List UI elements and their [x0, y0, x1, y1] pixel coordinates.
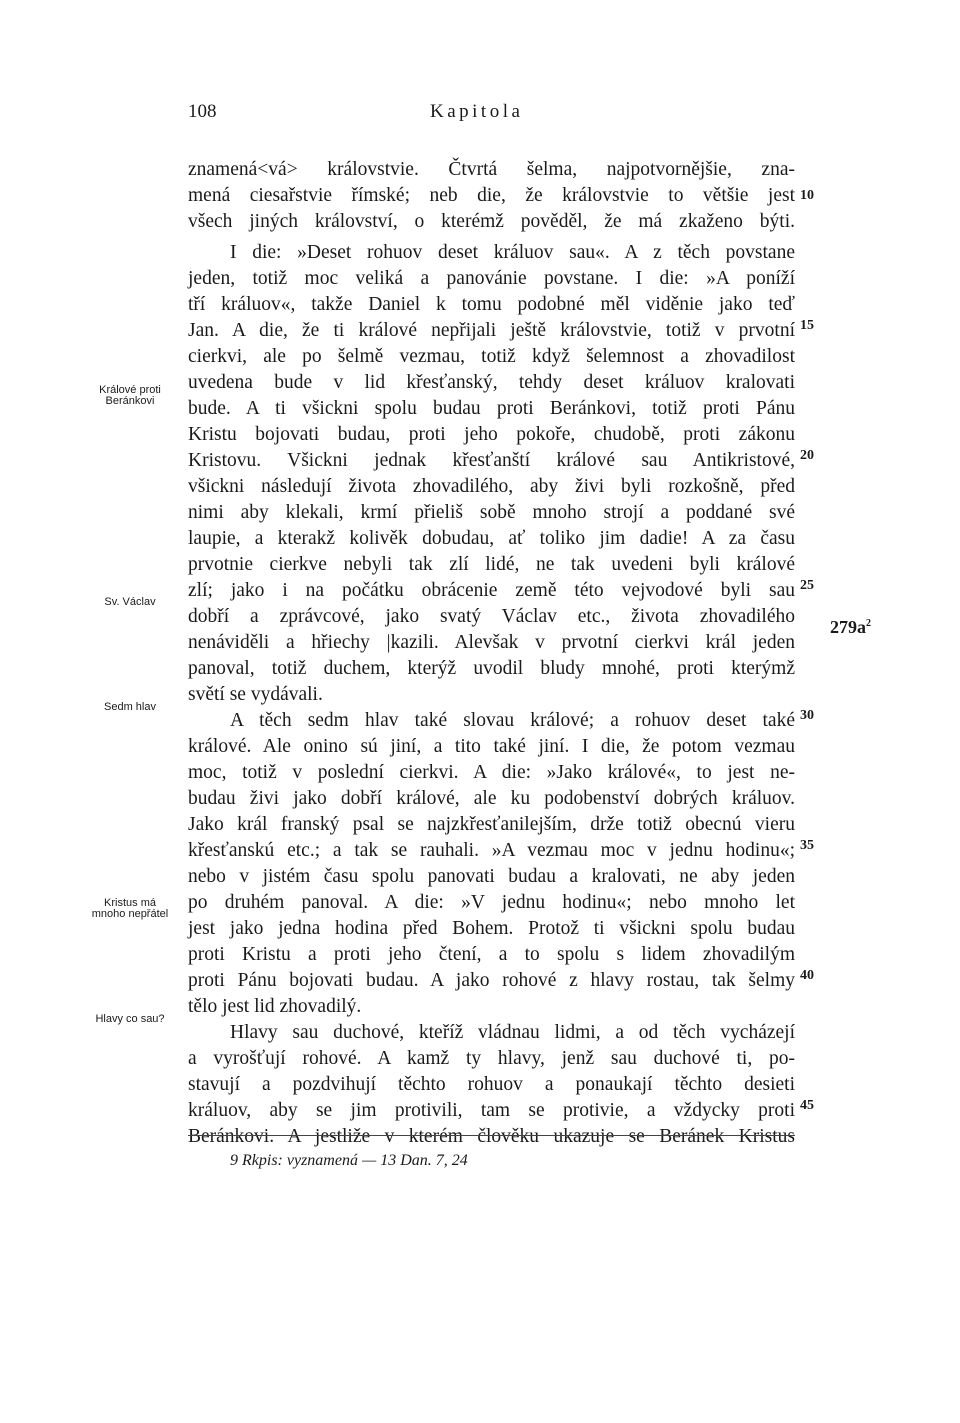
margin-note-hlavy-co-sau — [80, 1014, 180, 1025]
margin-note-line: mnoho nepřátel — [91, 908, 169, 920]
text-line: mená ciesařstvie římské; neb die, že královstvie to většie jest — [188, 185, 795, 206]
footnote-divider — [188, 1135, 795, 1136]
text-line: stavují a pozdvihují těchto rohuov a ponaukají těchto desieti — [188, 1074, 795, 1095]
text-line: tří králuov«, takže Daniel k tomu podobné měl viděnie jako teď — [188, 294, 795, 315]
text-line: proti Pánu bojovati budau. A jako rohové z hlavy rostau, tak šelmy — [188, 970, 795, 991]
line-number: 30 — [800, 708, 814, 723]
line-number: 40 — [800, 968, 814, 983]
margin-note-line: Beránkovi — [105, 395, 155, 407]
margin-note-line: Kristus má — [104, 897, 156, 909]
folio-reference-main: 279a — [830, 617, 866, 637]
line-number: 35 — [800, 838, 814, 853]
margin-note-sedm-hlav — [80, 702, 180, 713]
text-line: zlí; jako i na počátku obrácenie země této vejvodové byli sau — [188, 580, 795, 601]
text-line: všech jiných království, o kterémž pověděl, že má zkaženo býti. — [188, 211, 795, 232]
text-line: nenáviděli a hřiechy |kazili. Alevšak v prvotní cierkvi král jeden — [188, 632, 795, 653]
text-line: bude. A ti všickni spolu budau proti Beránkovi, totiž proti Pánu — [188, 398, 795, 419]
margin-note-kralove-proti-berankovi — [80, 385, 180, 407]
text-line: Kristovu. Všickni jednak křesťanští králové sau Antikristové, — [188, 450, 795, 471]
text-line: budau živi jako dobří králové, ale ku podobenství dobrých králuov. — [188, 788, 795, 809]
line-number: 10 — [800, 188, 814, 203]
text-line: jest jako jedna hodina před Bohem. Protož ti všickni spolu budau — [188, 918, 795, 939]
text-line: cierkvi, ale po šelmě vezmau, totiž když šelemnost a zhovadilost — [188, 346, 795, 367]
text-line: Jako král franský psal se najzkřesťanilejším, drže totiž obecnú vieru — [188, 814, 795, 835]
text-line: A těch sedm hlav také slovau králové; a rohuov deset také — [230, 710, 795, 731]
page-number: 108 — [188, 101, 217, 122]
text-line: znamená<vá> královstvie. Čtvrtá šelma, najpotvornějšie, zna- — [188, 159, 795, 180]
text-line: proti Kristu a proti jeho čtení, a to spolu s lidem zhovadilým — [188, 944, 795, 965]
folio-reference-superscript: 2 — [866, 618, 871, 629]
text-line: králuov, aby se jim protivili, tam se protivie, a vždycky proti — [188, 1100, 795, 1121]
margin-note-line: Sedm hlav — [104, 701, 156, 713]
text-line: nimi aby klekali, krmí přieliš sobě mnoho strojí a poddané své — [188, 502, 795, 523]
text-line: světí se vydávali. — [188, 684, 323, 705]
footnote: 9 Rkpis: vyznamená — 13 Dan. 7, 24 — [230, 1152, 468, 1169]
text-line: prvotnie cierkve nebyli tak zlí lidé, ne tak uvedeni byli králové — [188, 554, 795, 575]
text-line: laupie, a kterakž kolivěk dobudau, ať toliko jim dadie! A za času — [188, 528, 795, 549]
text-line: a vyrošťují rohové. A kamž ty hlavy, jenž sau duchové ti, po- — [188, 1048, 795, 1069]
running-head: Kapitola — [430, 101, 524, 122]
text-line: po druhém panoval. A die: »V jednu hodinu«; nebo mnoho let — [188, 892, 795, 913]
text-line: dobří a zprávcové, jako svatý Václav etc., života zhovadilého — [188, 606, 795, 627]
text-line: moc, totiž v poslední cierkvi. A die: »Jako králové«, to jest ne- — [188, 762, 795, 783]
folio-reference — [830, 617, 871, 638]
text-line: panoval, totiž duchem, kterýž uvodil bludy mnohé, proti kterýmž — [188, 658, 795, 679]
text-line: křesťanskú etc.; a tak se rauhali. »A vezmau moc v jednu hodinu«; — [188, 840, 795, 861]
line-number: 45 — [800, 1098, 814, 1113]
text-line: tělo jest lid zhovadilý. — [188, 996, 362, 1017]
text-line: nebo v jistém času spolu panovati budau a kralovati, ne aby jeden — [188, 866, 795, 887]
margin-note-line: Sv. Václav — [104, 596, 156, 608]
text-line: Hlavy sau duchové, kteříž vládnau lidmi, a od těch vycházejí — [230, 1022, 795, 1043]
text-line: králové. Ale onino sú jiní, a tito také jiní. I die, že potom vezmau — [188, 736, 795, 757]
line-number: 15 — [800, 318, 814, 333]
line-number: 20 — [800, 448, 814, 463]
margin-note-line: Hlavy co sau? — [95, 1013, 165, 1025]
text-line: Jan. A die, že ti králové nepřijali ještě královstvie, totiž v prvotní — [188, 320, 795, 341]
text-line: jeden, totiž moc veliká a panovánie povstane. I die: »A poníží — [188, 268, 795, 289]
text-line: I die: »Deset rohuov deset králuov sau«. A z těch povstane — [230, 242, 795, 263]
margin-note-sv-vaclav — [80, 597, 180, 608]
text-line: všickni následují života zhovadilého, aby živi byli rozkošně, před — [188, 476, 795, 497]
text-line: Beránkovi. A jestliže v kterém člověku ukazuje se Beránek Kristus — [188, 1126, 795, 1147]
text-line: Kristu bojovati budau, proti jeho pokoře, chudobě, proti zákonu — [188, 424, 795, 445]
margin-note-line: Králové proti — [99, 384, 161, 396]
text-line: uvedena bude v lid křesťanský, tehdy deset králuov kralovati — [188, 372, 795, 393]
margin-note-kristus-ma-mnoho-nepratel — [80, 898, 180, 920]
line-number: 25 — [800, 578, 814, 593]
